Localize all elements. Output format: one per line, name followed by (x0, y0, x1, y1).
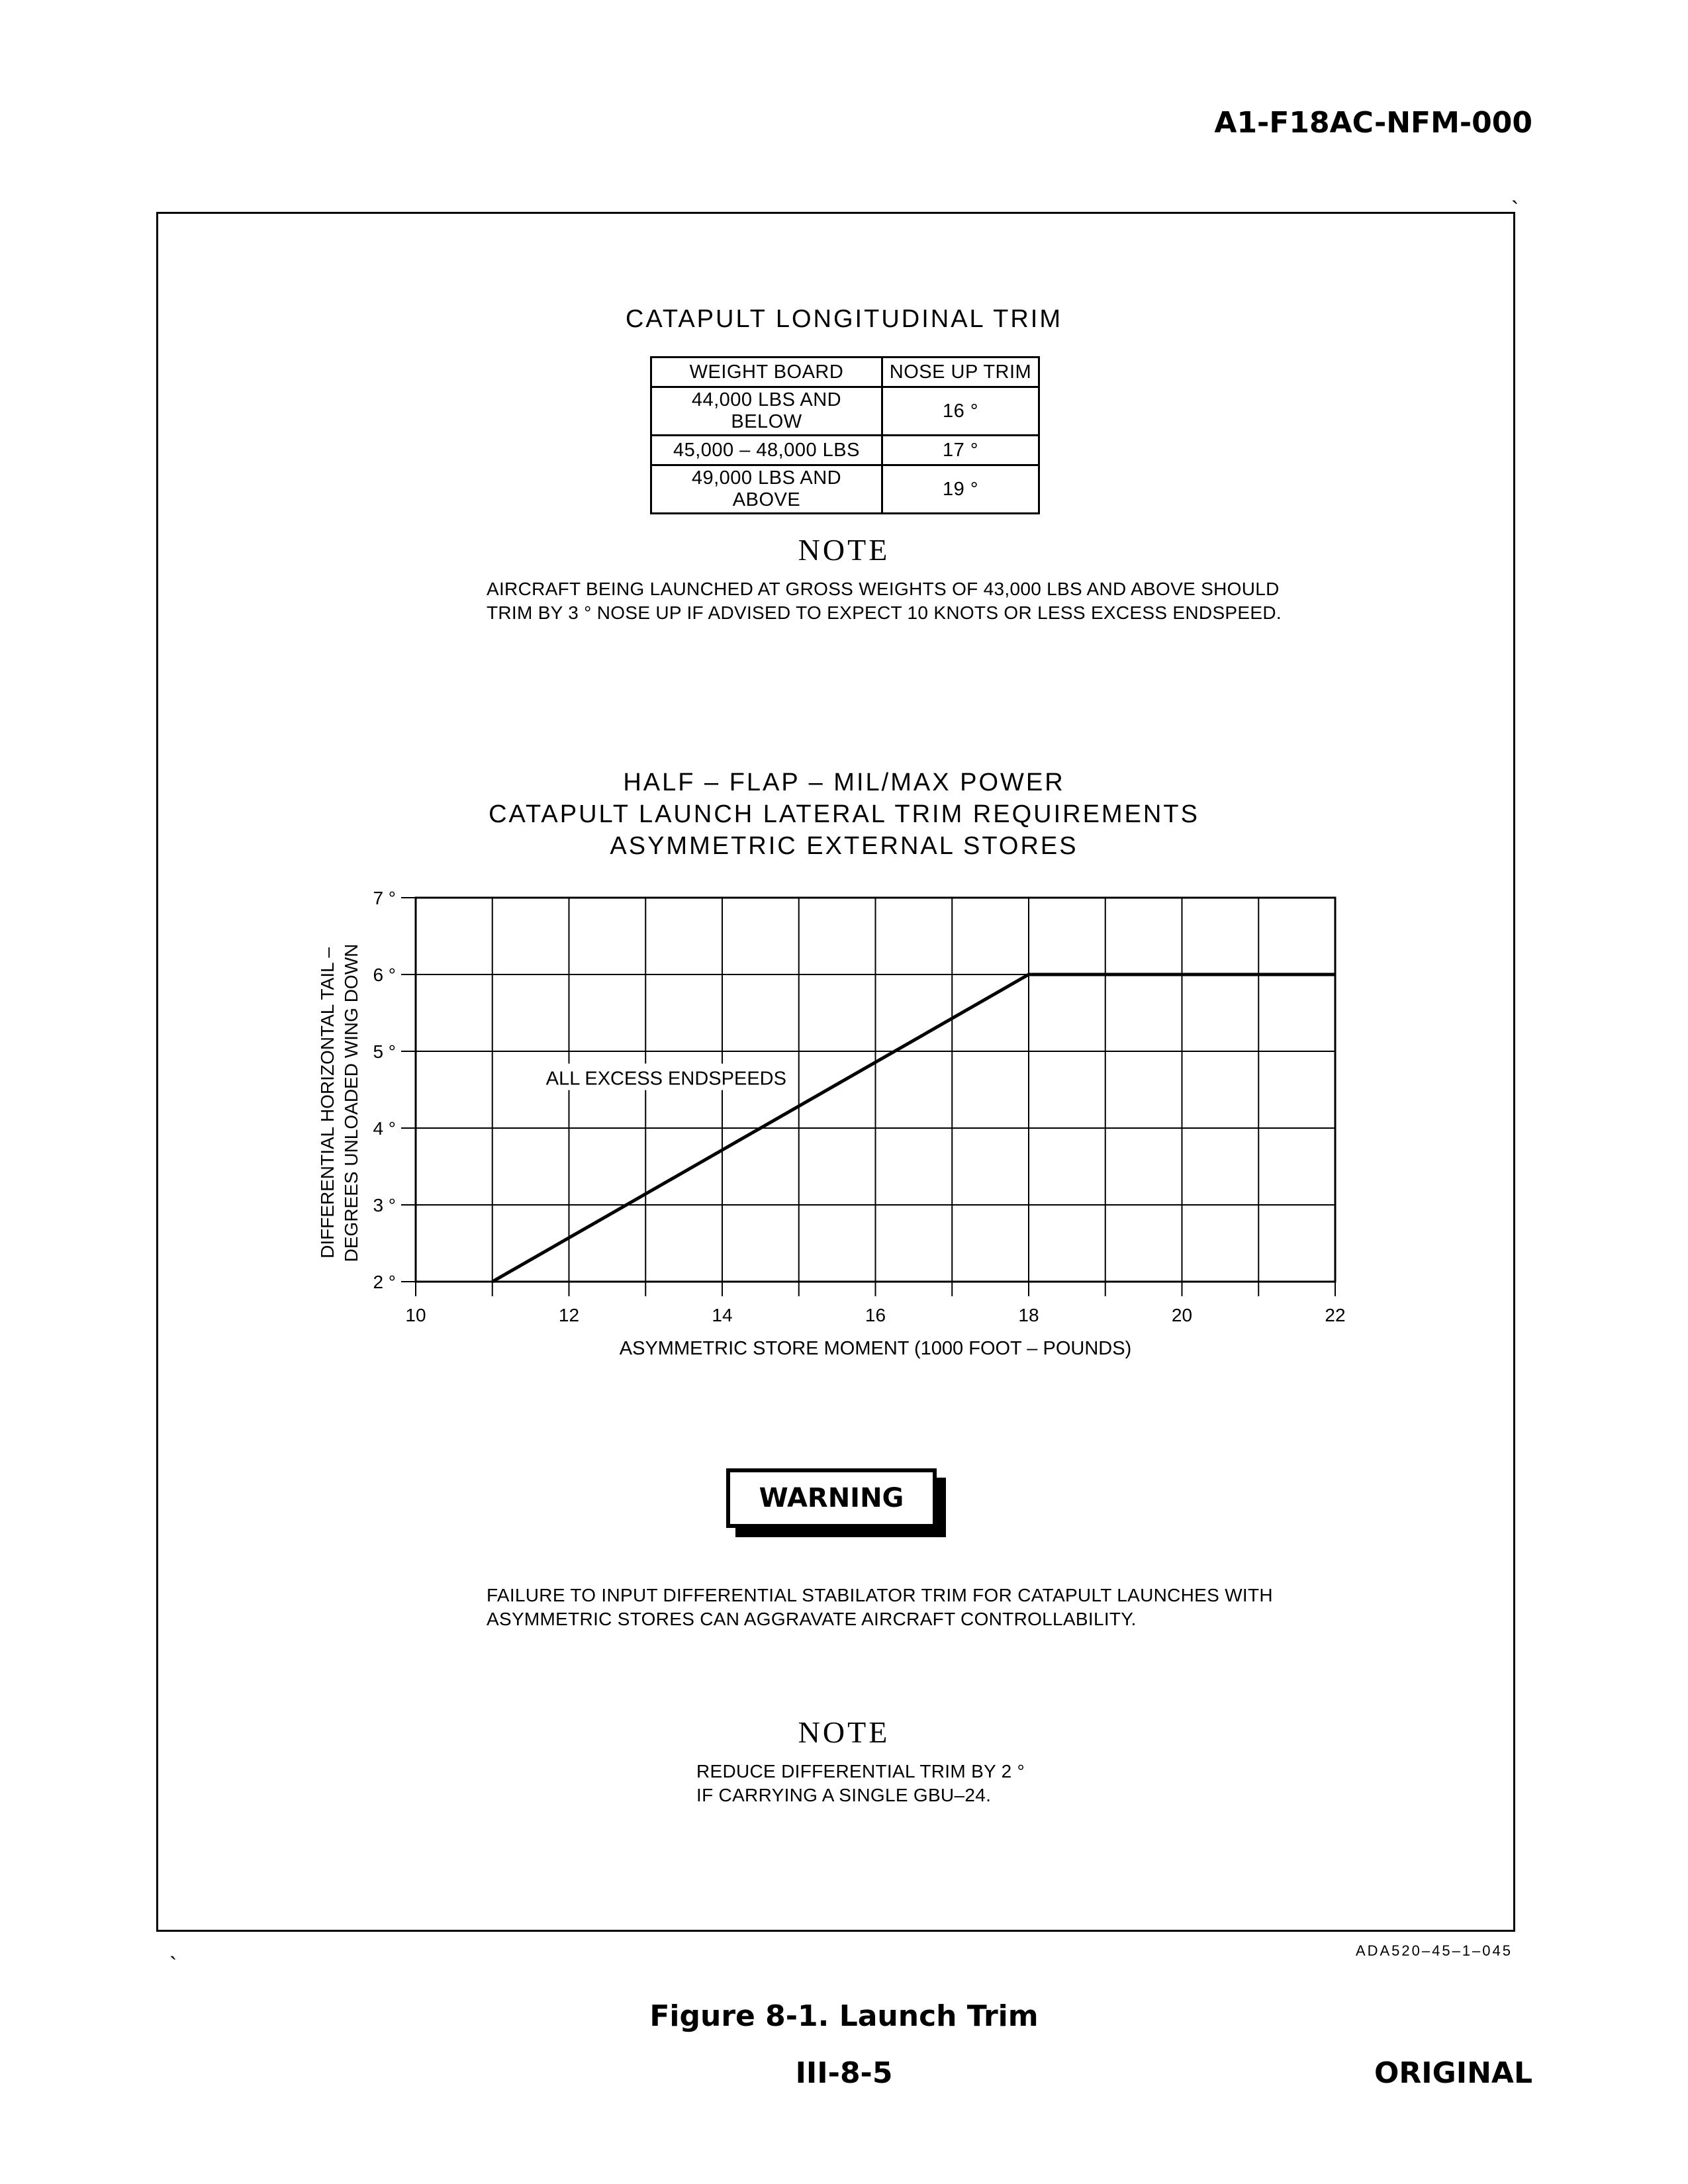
y-tick-label: 3 ° (373, 1195, 396, 1215)
trim-cell: 17 ° (882, 436, 1039, 465)
warning-line-2: ASYMMETRIC STORES CAN AGGRAVATE AIRCRAFT CONTROLLABILITY. (487, 1609, 1137, 1629)
y-tick-label: 2 ° (373, 1272, 396, 1292)
chart-title-line-3: ASYMMETRIC EXTERNAL STORES (610, 832, 1078, 860)
note-2-line-1: REDUCE DIFFERENTIAL TRIM BY 2 ° (696, 1761, 1025, 1781)
warning-line-1: FAILURE TO INPUT DIFFERENTIAL STABILATOR TRIM FOR CATAPULT LAUNCHES WITH (487, 1585, 1273, 1605)
note-heading-1: NOTE (798, 533, 890, 567)
series-annotation: ALL EXCESS ENDSPEEDS (545, 1068, 786, 1090)
note-heading-2: NOTE (798, 1715, 890, 1749)
y-axis-ticks (373, 888, 416, 1292)
x-axis-ticks (405, 1282, 1345, 1325)
document-id: A1-F18AC-NFM-000 (1214, 106, 1532, 140)
weight-cell: 45,000 – 48,000 LBS (651, 436, 882, 465)
trim-cell: 16 ° (882, 387, 1039, 436)
weight-cell: 44,000 LBS AND BELOW (651, 387, 882, 436)
column-header-weight: WEIGHT BOARD (651, 357, 882, 387)
note-1-line-1: AIRCRAFT BEING LAUNCHED AT GROSS WEIGHTS OF 43,000 LBS AND ABOVE SHOULD (487, 579, 1280, 599)
trim-section-title: CATAPULT LONGITUDINAL TRIM (625, 305, 1063, 333)
y-tick-label: 4 ° (373, 1118, 396, 1139)
x-tick-label: 16 (865, 1305, 886, 1325)
y-tick-label: 5 ° (373, 1041, 396, 1062)
note-1-line-2: TRIM BY 3 ° NOSE UP IF ADVISED TO EXPECT 10 KNOTS OR LESS EXCESS ENDSPEED. (487, 602, 1282, 623)
x-axis-label: ASYMMETRIC STORE MOMENT (1000 FOOT – POUNDS) (619, 1338, 1132, 1359)
figure-caption: Figure 8-1. Launch Trim (649, 1999, 1039, 2033)
chart-title-line-1: HALF – FLAP – MIL/MAX POWER (623, 769, 1065, 796)
x-tick-label: 18 (1018, 1305, 1039, 1325)
y-tick-label: 7 ° (373, 888, 396, 908)
y-axis-label-line-2: DEGREES UNLOADED WING DOWN (341, 943, 361, 1262)
corner-mark-bottom: ` (169, 1953, 177, 1978)
figure-code: ADA520–45–1–045 (1355, 1942, 1513, 1959)
revision-status: ORIGINAL (1374, 2056, 1532, 2090)
y-tick-label: 6 ° (373, 965, 396, 985)
note-2-line-2: IF CARRYING A SINGLE GBU–24. (696, 1785, 992, 1805)
y-axis-label-line-1: DIFFERENTIAL HORIZONTAL TAIL – (317, 947, 338, 1258)
weight-cell: 49,000 LBS AND ABOVE (651, 465, 882, 514)
page-number: III-8-5 (795, 2056, 893, 2090)
x-tick-label: 20 (1171, 1305, 1193, 1325)
warning-badge: WARNING (726, 1468, 937, 1528)
column-header-trim: NOSE UP TRIM (882, 357, 1039, 387)
x-tick-label: 12 (558, 1305, 580, 1325)
x-tick-label: 10 (405, 1305, 426, 1325)
x-tick-label: 22 (1325, 1305, 1346, 1325)
x-tick-label: 14 (712, 1305, 733, 1325)
chart-title-line-2: CATAPULT LAUNCH LATERAL TRIM REQUIREMENTS (489, 800, 1199, 828)
corner-mark-top: ` (1511, 197, 1519, 222)
trim-cell: 19 ° (882, 465, 1039, 514)
